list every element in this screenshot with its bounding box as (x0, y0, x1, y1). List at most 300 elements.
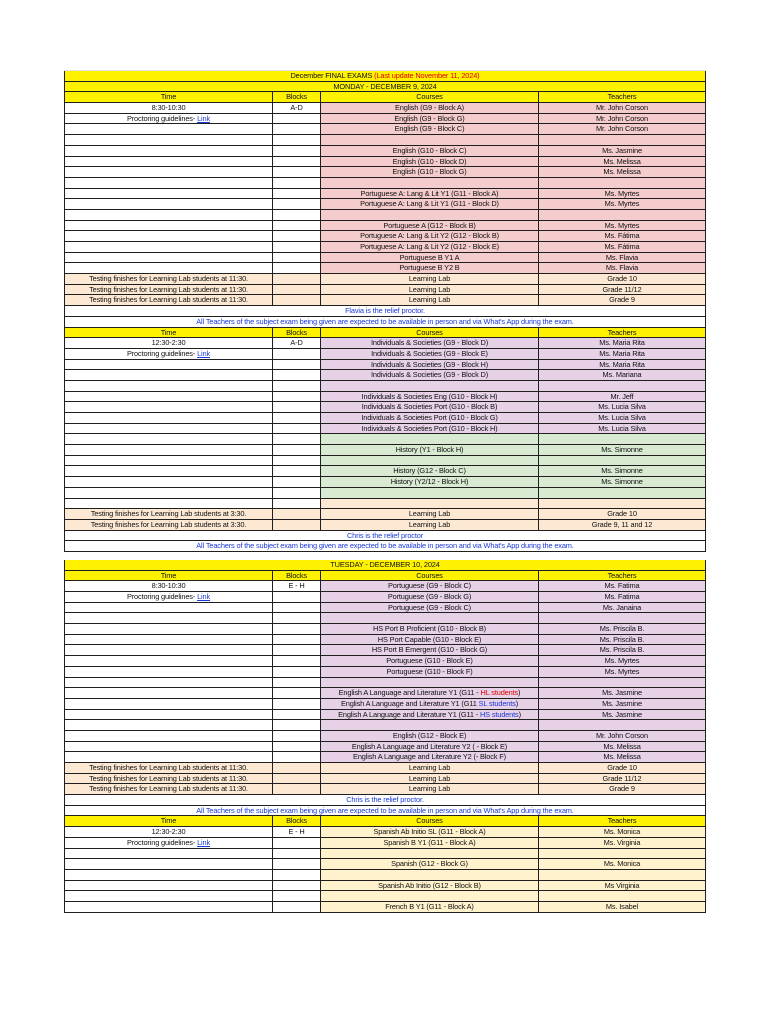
blocks-cell (273, 285, 321, 296)
course-row (64, 189, 706, 200)
teacher-cell: Ms. Monica (539, 827, 706, 838)
course-row (64, 434, 706, 445)
teacher-cell: Mr. John Corson (539, 124, 706, 135)
course-row (64, 656, 706, 667)
blocks-cell: E - H (273, 827, 321, 838)
session-time: 8:30-10:30 (64, 581, 273, 592)
time-cell (64, 178, 273, 189)
time-cell (64, 199, 273, 210)
teacher-cell (539, 434, 706, 445)
tuesday-date-row-cell: TUESDAY - DECEMBER 10, 2024 (64, 560, 706, 571)
teacher-cell: Ms. Priscila B. (539, 624, 706, 635)
teacher-cell: Grade 9 (539, 295, 706, 306)
course-row (64, 221, 706, 232)
course-row (64, 242, 706, 253)
column-header-row (64, 92, 706, 103)
time-cell (64, 477, 273, 488)
course-row (64, 456, 706, 467)
time-cell (64, 360, 273, 371)
course-row (64, 124, 706, 135)
exam-schedule-sheet (64, 70, 706, 913)
teacher-cell: Ms. Lucia Silva (539, 413, 706, 424)
header-courses: Courses (321, 571, 539, 582)
course-cell (321, 870, 539, 881)
course-cell: Portuguese B Y2 B (321, 263, 539, 274)
teacher-cell: Ms. Priscila B. (539, 635, 706, 646)
time-cell (64, 624, 273, 635)
monday-date-row (64, 82, 706, 93)
lab-time-note: Testing finishes for Learning Lab students at 11:30. (64, 774, 273, 785)
course-cell (321, 613, 539, 624)
relief-proctor-note-cell: Flavia is the relief proctor. (64, 306, 706, 317)
blocks-cell (273, 263, 321, 274)
blocks-cell (273, 146, 321, 157)
teacher-cell (539, 613, 706, 624)
course-row (64, 688, 706, 699)
course-cell: Learning Lab (321, 784, 539, 795)
course-row (64, 488, 706, 499)
course-cell (321, 891, 539, 902)
teacher-cell: Mr. John Corson (539, 103, 706, 114)
blocks-cell (273, 295, 321, 306)
blocks-cell (273, 221, 321, 232)
blocks-cell (273, 891, 321, 902)
teacher-cell: Ms. Fatima (539, 592, 706, 603)
teacher-cell: Ms. Isabel (539, 902, 706, 913)
header-time: Time (64, 328, 273, 339)
course-cell: History (G12 - Block C) (321, 466, 539, 477)
teacher-cell: Ms. Flavia (539, 253, 706, 264)
course-row (64, 581, 706, 592)
header-courses: Courses (321, 328, 539, 339)
blocks-cell (273, 466, 321, 477)
teacher-cell: Grade 10 (539, 763, 706, 774)
teacher-cell (539, 135, 706, 146)
time-cell (64, 210, 273, 221)
course-row (64, 624, 706, 635)
relief-proctor-note (64, 306, 706, 317)
course-row (64, 167, 706, 178)
proctoring-label: Proctoring guidelines- (126, 592, 198, 601)
learning-lab-row (64, 774, 706, 785)
teacher-cell (539, 178, 706, 189)
teacher-cell: Mr. John Corson (539, 114, 706, 125)
course-text-end: ) (518, 709, 521, 719)
course-row (64, 902, 706, 913)
course-cell: Individuals & Societies Eng (G10 - Block H) (321, 392, 539, 403)
relief-proctor-note (64, 795, 706, 806)
relief-proctor-note-cell: Chris is the relief proctor. (64, 795, 706, 806)
teacher-cell: Ms Virginia (539, 881, 706, 892)
time-cell (64, 645, 273, 656)
teacher-cell (539, 456, 706, 467)
course-level-highlight: SL students (478, 698, 516, 708)
learning-lab-row (64, 763, 706, 774)
course-row (64, 592, 706, 603)
course-cell (321, 720, 539, 731)
time-cell (64, 263, 273, 274)
course-cell: Learning Lab (321, 774, 539, 785)
time-cell (64, 891, 273, 902)
header-blocks: Blocks (273, 328, 321, 339)
learning-lab-row (64, 285, 706, 296)
teacher-cell (539, 891, 706, 902)
time-cell (64, 445, 273, 456)
all-teachers-note-cell: All Teachers of the subject exam being given are expected to be available in person and via What's App during the exam. (64, 541, 706, 552)
course-row (64, 338, 706, 349)
blocks-cell (273, 688, 321, 699)
course-cell: History (Y2/12 - Block H) (321, 477, 539, 488)
course-cell: HS Port Capable (G10 - Block E) (321, 635, 539, 646)
course-cell (321, 499, 539, 510)
course-cell: English A Language and Literature Y2 (- Block F) (321, 752, 539, 763)
blocks-cell (273, 199, 321, 210)
course-cell (321, 135, 539, 146)
teacher-cell: Grade 11/12 (539, 285, 706, 296)
blocks-cell (273, 838, 321, 849)
course-cell: Learning Lab (321, 285, 539, 296)
course-row (64, 402, 706, 413)
relief-proctor-note-cell: Chris is the relief proctor (64, 531, 706, 542)
course-text: English A Language and Literature Y1 (G11 - (338, 709, 480, 719)
time-cell (64, 146, 273, 157)
time-cell (64, 613, 273, 624)
teacher-cell: Ms. Maria Rita (539, 349, 706, 360)
teacher-cell: Ms. Melissa (539, 157, 706, 168)
course-cell: Learning Lab (321, 520, 539, 531)
time-cell (64, 870, 273, 881)
course-cell: English (G10 - Block G) (321, 167, 539, 178)
title-text: December FINAL EXAMS (290, 71, 375, 80)
teacher-cell: Mr. John Corson (539, 731, 706, 742)
session-time: 12:30-2:30 (64, 827, 273, 838)
header-teachers: Teachers (539, 816, 706, 827)
course-row (64, 392, 706, 403)
proctoring-guidelines (64, 592, 273, 603)
course-cell: HS Port B Emergent (G10 - Block G) (321, 645, 539, 656)
header-blocks: Blocks (273, 816, 321, 827)
proctoring-guidelines-link[interactable]: Link (197, 592, 211, 601)
blocks-cell (273, 667, 321, 678)
course-cell: History (Y1 - Block H) (321, 445, 539, 456)
time-cell (64, 124, 273, 135)
teacher-cell: Ms. Simonne (539, 466, 706, 477)
teacher-cell: Grade 9 (539, 784, 706, 795)
teacher-cell: Ms. Myrtes (539, 221, 706, 232)
time-cell (64, 902, 273, 913)
course-row (64, 199, 706, 210)
time-cell (64, 456, 273, 467)
course-cell: Individuals & Societies (G9 - Block D) (321, 370, 539, 381)
time-cell (64, 678, 273, 689)
blocks-cell (273, 360, 321, 371)
course-row (64, 210, 706, 221)
course-cell: Portuguese (G9 - Block C) (321, 603, 539, 614)
course-cell: Learning Lab (321, 763, 539, 774)
course-row (64, 859, 706, 870)
blocks-cell (273, 784, 321, 795)
time-cell (64, 688, 273, 699)
title-row (64, 71, 706, 82)
time-cell (64, 881, 273, 892)
blocks-cell (273, 424, 321, 435)
course-row (64, 146, 706, 157)
course-cell (321, 434, 539, 445)
blocks-cell (273, 613, 321, 624)
blocks-cell (273, 135, 321, 146)
course-row (64, 667, 706, 678)
all-teachers-note-cell: All Teachers of the subject exam being given are expected to be available in person and via What's App during the exam. (64, 806, 706, 817)
tuesday-date-row (64, 560, 706, 571)
teacher-cell: Ms. Fatima (539, 581, 706, 592)
course-cell (321, 688, 539, 699)
teacher-cell: Ms. Simonne (539, 477, 706, 488)
blocks-cell (273, 710, 321, 721)
blocks-cell (273, 870, 321, 881)
blocks-cell (273, 488, 321, 499)
course-row (64, 424, 706, 435)
course-cell: French B Y1 (G11 - Block A) (321, 902, 539, 913)
teacher-cell: Ms. Flavia (539, 263, 706, 274)
blocks-cell (273, 656, 321, 667)
course-row (64, 678, 706, 689)
time-cell (64, 466, 273, 477)
blocks-cell (273, 902, 321, 913)
lab-time-note: Testing finishes for Learning Lab students at 3:30. (64, 509, 273, 520)
header-courses: Courses (321, 816, 539, 827)
course-row (64, 360, 706, 371)
course-text: English A Language and Literature Y1 (G11 (340, 698, 479, 708)
teacher-cell: Grade 10 (539, 274, 706, 285)
proctoring-guidelines-link[interactable]: Link (197, 348, 211, 358)
lab-time-note: Testing finishes for Learning Lab students at 11:30. (64, 285, 273, 296)
teacher-cell: Ms. Monica (539, 859, 706, 870)
course-row (64, 157, 706, 168)
teacher-cell (539, 210, 706, 221)
course-cell: Portuguese B Y1 A (321, 253, 539, 264)
course-row (64, 827, 706, 838)
teacher-cell (539, 870, 706, 881)
course-cell: Spanish (G12 - Block G) (321, 859, 539, 870)
time-cell (64, 656, 273, 667)
blocks-cell (273, 189, 321, 200)
course-text-end: ) (515, 698, 519, 708)
blocks-cell (273, 859, 321, 870)
learning-lab-row (64, 274, 706, 285)
blocks-cell: A-D (273, 103, 321, 114)
blocks-cell (273, 349, 321, 360)
time-cell (64, 167, 273, 178)
course-row (64, 477, 706, 488)
course-cell: English (G9 - Block A) (321, 103, 539, 114)
course-cell: Portuguese A: Lang & Lit Y2 (G12 - Block B) (321, 231, 539, 242)
teacher-cell: Grade 9, 11 and 12 (539, 520, 706, 531)
time-cell (64, 699, 273, 710)
teacher-cell: Ms. Fátima (539, 242, 706, 253)
blocks-cell (273, 499, 321, 510)
course-row (64, 881, 706, 892)
relief-proctor-note (64, 531, 706, 542)
course-cell: Portuguese (G9 - Block C) (321, 581, 539, 592)
course-level-highlight: HL students (480, 688, 519, 698)
course-row (64, 710, 706, 721)
teacher-cell (539, 488, 706, 499)
all-teachers-note-cell: All Teachers of the subject exam being given are expected to be available in person and via What's App during the exam. (64, 317, 706, 328)
column-header-row (64, 571, 706, 582)
teacher-cell: Grade 10 (539, 509, 706, 520)
course-cell (321, 488, 539, 499)
course-row (64, 699, 706, 710)
course-cell: Individuals & Societies (G9 - Block H) (321, 360, 539, 371)
sheet-title (64, 71, 706, 82)
lab-time-note: Testing finishes for Learning Lab students at 3:30. (64, 520, 273, 531)
time-cell (64, 742, 273, 753)
course-row (64, 742, 706, 753)
teacher-cell: Ms. Myrtes (539, 656, 706, 667)
time-cell (64, 242, 273, 253)
course-row (64, 645, 706, 656)
time-cell (64, 603, 273, 614)
course-cell: Portuguese A: Lang & Lit Y1 (G11 - Block D) (321, 199, 539, 210)
blocks-cell (273, 370, 321, 381)
blocks-cell (273, 231, 321, 242)
blocks-cell (273, 720, 321, 731)
proctoring-guidelines-link[interactable]: Link (197, 837, 211, 847)
teacher-cell: Ms. Janaina (539, 603, 706, 614)
course-cell: English (G12 - Block E) (321, 731, 539, 742)
blocks-cell (273, 167, 321, 178)
teacher-cell (539, 720, 706, 731)
teacher-cell: Ms. Jasmine (539, 688, 706, 699)
course-cell: Learning Lab (321, 295, 539, 306)
time-cell (64, 710, 273, 721)
blocks-cell (273, 635, 321, 646)
lab-time-note: Testing finishes for Learning Lab students at 11:30. (64, 763, 273, 774)
header-time: Time (64, 92, 273, 103)
teacher-cell (539, 678, 706, 689)
course-cell: Individuals & Societies (G9 - Block E) (321, 349, 539, 360)
course-row (64, 870, 706, 881)
time-cell (64, 370, 273, 381)
teacher-cell: Ms. Maria Rita (539, 360, 706, 371)
course-row (64, 891, 706, 902)
blocks-cell (273, 402, 321, 413)
blocks-cell: E - H (273, 581, 321, 592)
course-row (64, 849, 706, 860)
course-cell: Learning Lab (321, 274, 539, 285)
blocks-cell: A-D (273, 338, 321, 349)
blocks-cell (273, 114, 321, 125)
teacher-cell (539, 381, 706, 392)
all-teachers-note (64, 806, 706, 817)
course-row (64, 499, 706, 510)
teacher-cell: Ms. Melissa (539, 742, 706, 753)
teacher-cell: Ms. Lucia Silva (539, 402, 706, 413)
course-text: English A Language and Literature Y1 (G11 - (338, 688, 481, 698)
course-cell: Portuguese (G10 - Block F) (321, 667, 539, 678)
teacher-cell (539, 849, 706, 860)
time-cell (64, 635, 273, 646)
time-cell (64, 231, 273, 242)
all-teachers-note (64, 541, 706, 552)
proctoring-label: Proctoring guidelines- (126, 837, 198, 847)
time-cell (64, 424, 273, 435)
time-cell (64, 413, 273, 424)
course-row (64, 381, 706, 392)
time-cell (64, 434, 273, 445)
time-cell (64, 135, 273, 146)
column-header-row (64, 816, 706, 827)
time-cell (64, 189, 273, 200)
teacher-cell: Ms. Virginia (539, 838, 706, 849)
course-row (64, 445, 706, 456)
course-row (64, 466, 706, 477)
teacher-cell: Ms. Melissa (539, 752, 706, 763)
blocks-cell (273, 274, 321, 285)
course-cell (321, 699, 539, 710)
course-row (64, 114, 706, 125)
time-cell (64, 381, 273, 392)
teacher-cell: Ms. Jasmine (539, 699, 706, 710)
lab-time-note: Testing finishes for Learning Lab students at 11:30. (64, 274, 273, 285)
course-row (64, 752, 706, 763)
proctoring-guidelines (64, 114, 273, 125)
course-row (64, 413, 706, 424)
course-cell: Individuals & Societies (G9 - Block D) (321, 338, 539, 349)
time-cell (64, 499, 273, 510)
course-cell: Portuguese (G9 - Block G) (321, 592, 539, 603)
course-cell: HS Port B Proficient (G10 - Block B) (321, 624, 539, 635)
course-cell: Spanish Ab Initio SL (G11 - Block A) (321, 827, 539, 838)
blocks-cell (273, 742, 321, 753)
course-cell: Spanish Ab Initio (G12 - Block B) (321, 881, 539, 892)
time-cell (64, 253, 273, 264)
teacher-cell: Grade 11/12 (539, 774, 706, 785)
blocks-cell (273, 699, 321, 710)
proctoring-guidelines-link[interactable]: Link (197, 113, 211, 123)
proctoring-label: Proctoring guidelines- (126, 348, 198, 358)
time-cell (64, 667, 273, 678)
lab-time-note: Testing finishes for Learning Lab students at 11:30. (64, 295, 273, 306)
blocks-cell (273, 509, 321, 520)
course-cell: Individuals & Societies Port (G10 - Block G) (321, 413, 539, 424)
teacher-cell: Mr. Jeff (539, 392, 706, 403)
header-teachers: Teachers (539, 92, 706, 103)
header-teachers: Teachers (539, 328, 706, 339)
teacher-cell: Ms. Myrtes (539, 667, 706, 678)
proctoring-guidelines (64, 838, 273, 849)
course-cell (321, 456, 539, 467)
section-gap (64, 552, 706, 560)
blocks-cell (273, 178, 321, 189)
course-row (64, 231, 706, 242)
monday-date-row-cell: MONDAY - DECEMBER 9, 2024 (64, 82, 706, 93)
session-time: 8:30-10:30 (64, 103, 273, 114)
course-row (64, 253, 706, 264)
blocks-cell (273, 763, 321, 774)
blocks-cell (273, 678, 321, 689)
blocks-cell (273, 210, 321, 221)
course-row (64, 720, 706, 731)
course-cell (321, 678, 539, 689)
teacher-cell: Ms. Mariana (539, 370, 706, 381)
course-cell: Portuguese (G10 - Block E) (321, 656, 539, 667)
time-cell (64, 402, 273, 413)
blocks-cell (273, 381, 321, 392)
course-row (64, 370, 706, 381)
blocks-cell (273, 752, 321, 763)
course-cell: Portuguese A (G12 - Block B) (321, 221, 539, 232)
